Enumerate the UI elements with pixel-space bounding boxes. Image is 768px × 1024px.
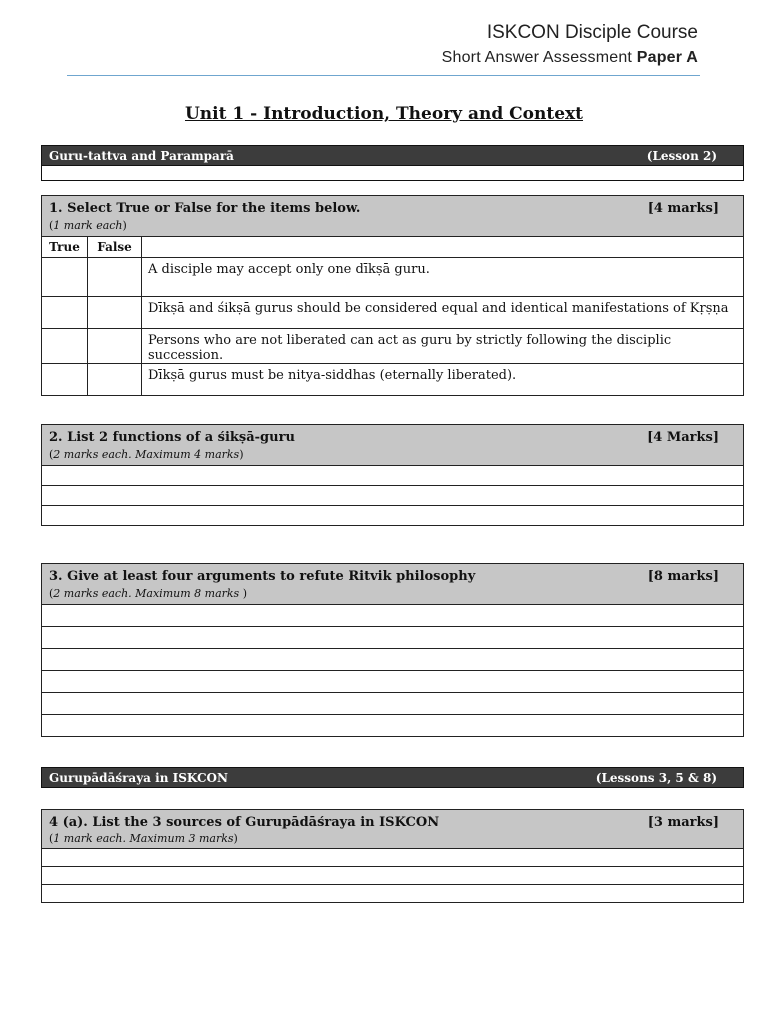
question-2-text: 2. List 2 functions of a śikṣā-guru <box>49 430 295 445</box>
question-4a-marks: [3 marks] <box>647 815 719 830</box>
tf-header-row <box>42 237 744 258</box>
section-spacer-row <box>41 166 744 181</box>
answer-line[interactable] <box>41 885 744 903</box>
note-open: ( <box>49 448 54 461</box>
assessment-label: Short Answer Assessment <box>441 49 637 66</box>
section-bar-gurupadasraya <box>41 767 744 788</box>
statement-text: A disciple may accept only one dīkṣā guru. <box>142 258 744 297</box>
note-text: 2 marks each. Maximum 4 marks <box>53 448 240 461</box>
false-checkbox-cell[interactable] <box>88 258 142 297</box>
question-2-marks: [4 Marks] <box>647 430 719 445</box>
note-open: ( <box>49 832 54 845</box>
false-column-header: False <box>88 237 142 258</box>
answer-line[interactable] <box>41 671 744 693</box>
question-3-note <box>49 587 247 600</box>
answer-line[interactable] <box>41 867 744 885</box>
false-checkbox-cell[interactable] <box>88 329 142 364</box>
answer-line[interactable] <box>41 649 744 671</box>
course-title: ISKCON Disciple Course <box>486 22 698 43</box>
paper-label: Paper A <box>636 49 698 66</box>
note-open: ( <box>49 219 54 232</box>
unit-title: Unit 1 - Introduction, Theory and Context <box>184 104 584 124</box>
question-4a <box>41 809 744 903</box>
answer-line[interactable] <box>41 627 744 649</box>
tf-row <box>42 297 744 329</box>
note-close: ) <box>233 832 238 845</box>
question-3-header <box>41 563 744 605</box>
question-2-note <box>49 448 244 461</box>
header-rule <box>67 75 700 76</box>
question-1-note <box>49 219 127 232</box>
statement-column-header <box>142 237 744 258</box>
section-lessons: (Lesson 2) <box>646 149 717 163</box>
note-text: 1 mark each <box>53 219 123 232</box>
true-column-header: True <box>42 237 88 258</box>
note-open: ( <box>49 587 54 600</box>
question-1-header <box>41 195 744 237</box>
true-checkbox-cell[interactable] <box>42 297 88 329</box>
tf-row <box>42 258 744 297</box>
note-close: ) <box>242 587 247 600</box>
question-1-marks: [4 marks] <box>647 201 719 216</box>
question-2-header <box>41 424 744 466</box>
true-checkbox-cell[interactable] <box>42 258 88 297</box>
assessment-subtitle <box>442 49 698 67</box>
answer-line[interactable] <box>41 715 744 737</box>
answer-line[interactable] <box>41 693 744 715</box>
true-false-table <box>41 236 744 396</box>
true-checkbox-cell[interactable] <box>42 364 88 396</box>
section-lessons: (Lessons 3, 5 & 8) <box>595 771 717 785</box>
true-checkbox-cell[interactable] <box>42 329 88 364</box>
question-1 <box>41 195 744 396</box>
section-bar-guru-tattva <box>41 145 744 166</box>
question-4a-header <box>41 809 744 849</box>
question-2 <box>41 424 744 526</box>
statement-text: Dīkṣā and śikṣā gurus should be considered equal and identical manifestations of Kṛṣṇa <box>142 297 744 329</box>
false-checkbox-cell[interactable] <box>88 297 142 329</box>
tf-row <box>42 329 744 364</box>
note-close: ) <box>239 448 244 461</box>
section-title: Gurupādāśraya in ISKCON <box>49 771 228 785</box>
answer-line[interactable] <box>41 506 744 526</box>
question-1-text: 1. Select True or False for the items below. <box>49 201 361 216</box>
question-3 <box>41 563 744 737</box>
answer-line[interactable] <box>41 849 744 867</box>
note-text: 2 marks each. Maximum 8 marks <box>53 587 243 600</box>
statement-text: Dīkṣā gurus must be nitya-siddhas (eternally liberated). <box>142 364 744 396</box>
question-3-text: 3. Give at least four arguments to refute Ritvik philosophy <box>49 569 476 584</box>
statement-text: Persons who are not liberated can act as guru by strictly following the disciplic succession. <box>142 329 744 364</box>
question-4a-note <box>49 832 238 845</box>
false-checkbox-cell[interactable] <box>88 364 142 396</box>
answer-line[interactable] <box>41 605 744 627</box>
question-4a-text: 4 (a). List the 3 sources of Gurupādāśraya in ISKCON <box>49 815 440 830</box>
section-title: Guru-tattva and Paramparā <box>49 149 234 163</box>
answer-line[interactable] <box>41 486 744 506</box>
tf-row <box>42 364 744 396</box>
note-text: 1 mark each. Maximum 3 marks <box>53 832 234 845</box>
note-close: ) <box>122 219 127 232</box>
question-3-marks: [8 marks] <box>647 569 719 584</box>
answer-line[interactable] <box>41 466 744 486</box>
